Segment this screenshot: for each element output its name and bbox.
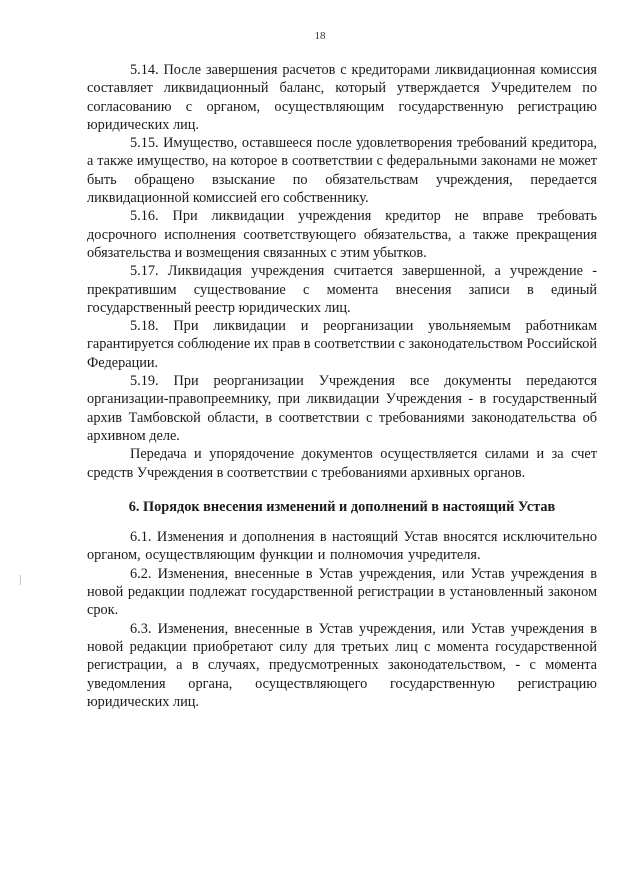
archive-transfer-paragraph: Передача и упорядочение документов осуществляется силами и за счет средств Учреждения в соответствии с требованиями архивных органов. <box>87 446 597 481</box>
clause-5-18: 5.18. При ликвидации и реорганизации увольняемым работникам гарантируется соблюдение их прав в соответствии с законодательством Российской Федерации. <box>87 318 597 371</box>
clause-6-2: 6.2. Изменения, внесенные в Устав учреждения, или Устав учреждения в новой редакции подлежат государственной регистрации в установленный законом срок. <box>87 565 597 619</box>
clause-5-14: 5.14. После завершения расчетов с кредиторами ликвидационная комиссия составляет ликвидационный баланс, который утверждается Учредителем по согласованию с органом, осуществляющим государственную регистрацию юридических лиц. <box>87 62 597 133</box>
document-body <box>87 61 597 711</box>
clause-5-15: 5.15. Имущество, оставшееся после удовлетворения требований кредитора, а также имущество, на которое в соответствии с федеральными законами не может быть обращено взыскание по обязательствам учреждения, передается ликвидационной комиссией его собственнику. <box>87 135 597 207</box>
clause-5-17: 5.17. Ликвидация учреждения считается завершенной, а учреждение - прекратившим существование с момента внесения записи в единый государственный реестр юридических лиц. <box>87 263 597 316</box>
clause-6-3: 6.3. Изменения, внесенные в Устав учреждения, или Устав учреждения в новой редакции приобретают силу для третьих лиц с момента государственной регистрации, а в случаях, предусмотренных законодательством, - с момента уведомления органа, осуществляющего государственную регистрацию юридических лиц. <box>87 620 597 710</box>
scan-margin-mark <box>20 575 21 585</box>
clause-6-1: 6.1. Изменения и дополнения в настоящий Устав вносятся исключительно органом, осуществляющим функции и полномочия учредителя. <box>87 529 597 564</box>
section-heading: 6. Порядок внесения изменений и дополнений в настоящий Устав <box>128 498 556 515</box>
clause-5-16: 5.16. При ликвидации учреждения кредитор не вправе требовать досрочного исполнения соответствующего обязательства, а также прекращения обязательства и возмещения связанных с этим убытков. <box>87 208 597 261</box>
page-number: 18 <box>314 30 326 42</box>
clause-5-19: 5.19. При реорганизации Учреждения все документы передаются организации-правопреемнику, при ликвидации Учреждения - в государственный архив Тамбовской области, в соответствии с требованиями законодательства об архивном деле. <box>87 373 597 444</box>
